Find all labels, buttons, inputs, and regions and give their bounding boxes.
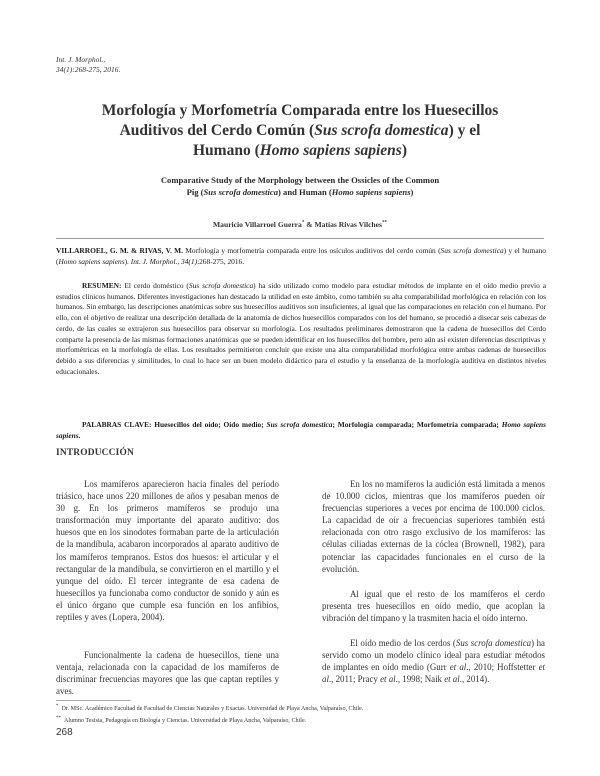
title-line-3: Humano (Homo sapiens sapiens) (192, 142, 408, 159)
footnotes (56, 702, 546, 726)
title-en-line-2: Pig (Sus scrofa domestica) and Human (Homo sapiens sapiens) (186, 187, 414, 197)
journal-volume-pages: 34(1):268-275, 2016. (56, 65, 121, 74)
body-column-left (56, 478, 279, 698)
keywords: PALABRAS CLAVE: Huesecillos del oído; Oído medio; Sus scrofa domestica; Morfología comparada; Morfometría comparada; Homo sapiens sapiens. (56, 420, 546, 440)
divider (56, 238, 544, 239)
paragraph: Los mamíferos aparecieron hacia finales del período triásico, hace unos 220 millones de años y pesaban menos de 30 g. En los primeros mamíferos se produjo una transformación muy importante del aparato auditivo: dos huesos que en los sinodotes formaban parte de la articulación de la mandíbula, acabaron incorporados al aparato auditivo de los mamíferos tempranos. Estos dos huesos: el articular y el rectangular de la mandíbula, se convirtieron en el martillo y el yunque del oído. El tercer integrante de esa cadena de huesecillos ya funcionaba como conductor de sonido y aún es el único órgano que cumple esa función en los anfibios, reptiles y aves (Lopera, 2004). (56, 479, 279, 623)
footnote-2: ** Alumno Tesista, Pedagogía en Biología y Ciencias. Universidad de Playa Ancha, Valparaíso, Chile. (56, 716, 307, 725)
paragraph: Al igual que el resto de los mamíferos el cerdo presenta tres huesecillos en oído medio, que acoplan la vibración del tímpano y la trasmiten hacia el oído interno. (322, 588, 545, 623)
title-en-line-1: Comparative Study of the Morphology between the Ossicles of the Common (160, 175, 440, 185)
citation-authors: VILLARROEL, G. M. & RIVAS, V. M. (56, 246, 183, 255)
author-1: Mauricio Villarroel Guerra (213, 220, 302, 229)
article-title-english (80, 174, 520, 198)
keywords-label: PALABRAS CLAVE: (82, 420, 152, 429)
citation: VILLARROEL, G. M. & RIVAS, V. M. Morfología y morfometría comparada entre los osículos auditivos del cerdo común (Sus scrofa domestica) y el humano (Homo sapiens sapiens). Int. J. Morphol., 34(1):268-275, 2016. (56, 246, 546, 266)
abstract-body: ) ha sido utilizado como modelo para estudiar métodos de implante en el oído medio previo a estudios clínicos humanos. Diferentes investigaciones han destacado la utilidad en este ámbito, como también su alta comparabilidad morfológica en relación con los humanos. Sin embargo, las descripciones anatómicas sobre sus huesecillos auditivos son insuficientes, al igual que las comparaciones en relación con el humano. Por ello, con el objetivo de realizar una descripción detallada de la anatomía de dichos huesecillos comparados con los del humano, se procedió a disecar seis cabezas de cerdo, de las cuales se extrajeron sus huesecillos para observar su morfología. Los resultados preliminares demostraron que la cadena de huesecillos del Cerdo comparte la presencia de las mismas formaciones anatómicas que se pueden identificar en los huesecillos del hombre, pero aún así existen diferencias descriptivas y morfométricas en la morfología de ellas. Los resultados permitieron concluir que existe una alta comparabilidad morfológica entre ambas cadenas de huesecillos debido a sus diferencias y similitudes, lo cual lo hace ser un buen modelo didáctico para el estudio y la enseñanza de la morfología auditiva en distintos niveles educacionales. (56, 281, 546, 376)
species-name: Sus scrofa domestica (314, 122, 449, 139)
footnote-divider (56, 700, 131, 701)
abstract-label: RESUMEN: (82, 281, 122, 290)
section-heading: INTRODUCCIÓN (56, 448, 134, 458)
title-line-2: Auditivos del Cerdo Común (Sus scrofa domestica) y el (119, 122, 481, 139)
paragraph: En los no mamíferos la audición está limitada a menos de 10.000 ciclos, mientras que los mamíferos pueden oír frecuencias superiores a veces por encima de 100.000 ciclos. La capacidad de oír a frecuencias superiores también está relacionada con otro rasgo exclusivo de los mamíferos: las células ciliadas externas de la cóclea (Brownell, 1982), para potenciar las capacidades funcionales en el curso de la evolución. (322, 479, 545, 574)
abstract: RESUMEN: El cerdo doméstico (Sus scrofa domestica) ha sido utilizado como modelo para estudiar métodos de implante en el oído medio previo a estudios clínicos humanos. Diferentes investigaciones han destacado la utilidad en este ámbito, como también su alta comparabilidad morfológica en relación con los humanos. Sin embargo, las descripciones anatómicas sobre sus huesecillos auditivos son insuficientes, al igual que las comparaciones en relación con el humano. Por ello, con el objetivo de realizar una descripción detallada de la anatomía de dichos huesecillos comparados con los del humano, se procedió a disecar seis cabezas de cerdo, de las cuales se extrajeron sus huesecillos para observar su morfología. Los resultados preliminares demostraron que la cadena de huesecillos del Cerdo comparte la presencia de las mismas formaciones anatómicas que se pueden identificar en los huesecillos del hombre, pero aún así existen diferencias descriptivas y morfométricas en la morfología de ellas. Los resultados permitieron concluir que existe una alta comparabilidad morfológica entre ambas cadenas de huesecillos debido a sus diferencias y similitudes, lo cual lo hace ser un buen modelo didáctico para el estudio y la enseñanza de la morfología auditiva en distintos niveles educacionales. (56, 281, 546, 376)
article-title (40, 101, 560, 161)
author-list: Mauricio Villarroel Guerra* & Matías Rivas Vilches** (213, 220, 387, 229)
body-column-right (322, 478, 545, 685)
paragraph: Funcionalmente la cadena de huesecillos, tiene una ventaja, relacionada con la capacidad de los mamíferos de discriminar frecuencias mayores que las que captan reptiles y aves. (56, 650, 279, 697)
journal-name: Int. J. Morphol., (56, 55, 106, 64)
paragraph: El oído medio de los cerdos (Sus scrofa domestica) ha servido como un modelo clínico ideal para estudiar métodos de implantes en oído medio (Gurr et al., 2010; Hoffstetter et al., 2011; Pracy et al., 1998; Naik et al., 2014). (322, 638, 545, 685)
page-number: 268 (56, 727, 73, 738)
footnote-1: * Dr. MSc. Académico Facultad de Facultad de Ciencias Naturales y Exactas. Universidad de Playa Ancha, Valparaíso, Chile. (56, 704, 364, 713)
title-line-1: Morfología y Morfometría Comparada entre los Huesecillos (101, 102, 499, 119)
species-name: Homo sapiens sapiens (259, 142, 402, 159)
journal-reference (56, 55, 120, 75)
author-2: Matías Rivas Vilches (314, 220, 382, 229)
